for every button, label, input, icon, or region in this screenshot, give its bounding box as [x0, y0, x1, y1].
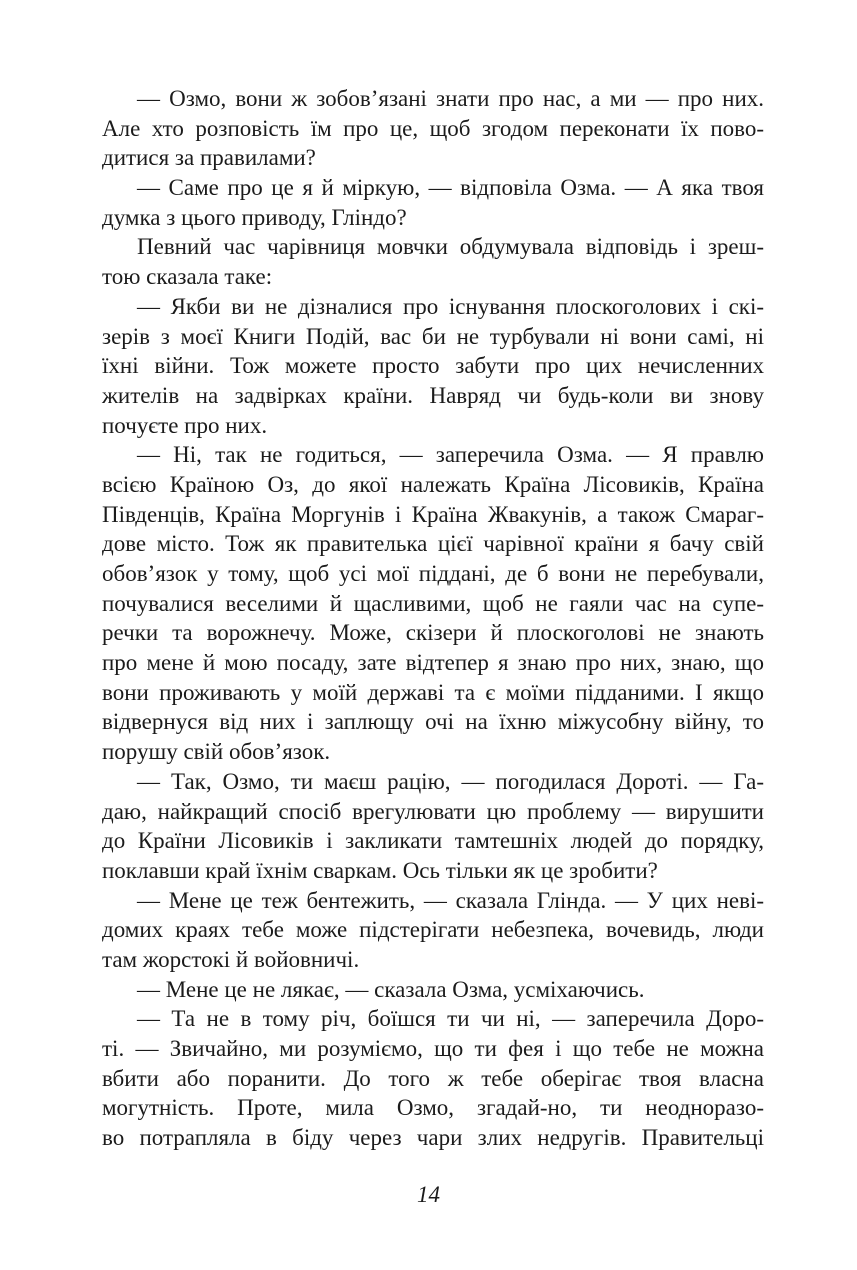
text-line: — Так, Озмо, ти маєш рацію, — погодилася Дороті. — Га-: [137, 768, 764, 794]
text-line: дитися за правилами?: [102, 145, 316, 171]
text-line: — Та не в тому річ, боїшся ти чи ні, — заперечила Доро-: [137, 1006, 764, 1032]
text-line: речки та ворожнечу. Може, скізери й плоскоголові не знають: [102, 620, 764, 646]
text-line: думка з цього приводу, Гліндо?: [102, 204, 407, 230]
text-line: — Якби ви не дізналися про існування плоскоголових і скі-: [137, 293, 764, 319]
page-number: 14: [417, 1182, 440, 1207]
text-line: до Країни Лісовиків і закликати тамтешніх людей до порядку,: [102, 828, 764, 854]
text-line: обов’язок у тому, щоб усі мої піддані, де б вони не перебували,: [102, 561, 764, 586]
text-line: тою сказала таке:: [102, 264, 273, 290]
text-line: їхні війни. Тож можете просто забути про цих нечисленних: [102, 353, 764, 379]
text-line: Але хто розповість їм про це, щоб згодом переконати їх пово-: [102, 115, 764, 141]
text-line: Південців, Країна Моргунів і Країна Жвакунів, а також Смараг-: [102, 501, 764, 527]
text-line: — Мене це теж бентежить, — сказала Глінда. — У цих неві-: [137, 887, 764, 913]
text-line: Певний час чарівниця мовчки обдумувала відповідь і зреш-: [137, 234, 764, 260]
text-line: — Ні, так не годиться, — заперечила Озма. — Я правлю: [137, 442, 764, 468]
text-line: вони проживають у моїй державі та є моїми підданими. І якщо: [102, 679, 764, 705]
text-line: могутність. Проте, мила Озмо, згадай-но, ти неодноразо-: [102, 1095, 764, 1121]
body-text: [102, 84, 764, 1153]
text-line: там жорстокі й войовничі.: [102, 946, 360, 972]
text-line: дове місто. Тож як правителька цієї чарівної країни я бачу свій: [102, 531, 764, 557]
text-line: поклавши край їхнім сваркам. Ось тільки як це зробити?: [102, 857, 658, 883]
text-line: жителів на задвірках країни. Навряд чи будь-коли ви знову: [102, 382, 764, 408]
text-line: — Озмо, вони ж зобов’язані знати про нас, а ми — про них.: [137, 86, 764, 111]
text-line: — Мене це не лякає, — сказала Озма, усміхаючись.: [137, 976, 645, 1002]
text-line: домих краях тебе може підстерігати небезпека, вочевидь, люди: [102, 917, 764, 943]
text-line: відвернуся від них і заплющу очі на їхню міжусобну війну, то: [102, 709, 764, 735]
text-line: — Саме про це я й міркую, — відповіла Озма. — А яка твоя: [137, 175, 764, 201]
text-line: почуєте про них.: [102, 412, 268, 438]
text-line: во потрапляла в біду через чари злих недругів. Правительці: [102, 1125, 764, 1151]
text-line: ті. — Звичайно, ми розуміємо, що ти фея і що тебе не можна: [102, 1036, 764, 1061]
text-line: вбити або поранити. До того ж тебе оберігає твоя власна: [102, 1065, 764, 1091]
text-line: зерів з моєї Книги Подій, вас би не турбували ні вони самі, ні: [102, 323, 764, 349]
text-line: всією Країною Оз, до якої належать Країна Лісовиків, Країна: [102, 471, 764, 497]
text-line: почувалися веселими й щасливими, щоб не гаяли час на супе-: [102, 590, 764, 616]
text-line: порушу свій обов’язок.: [102, 739, 331, 765]
text-line: про мене й мою посаду, зате відтепер я знаю про них, знаю, що: [102, 650, 764, 676]
text-line: даю, найкращий спосіб врегулювати цю проблему — вирушити: [102, 798, 764, 824]
